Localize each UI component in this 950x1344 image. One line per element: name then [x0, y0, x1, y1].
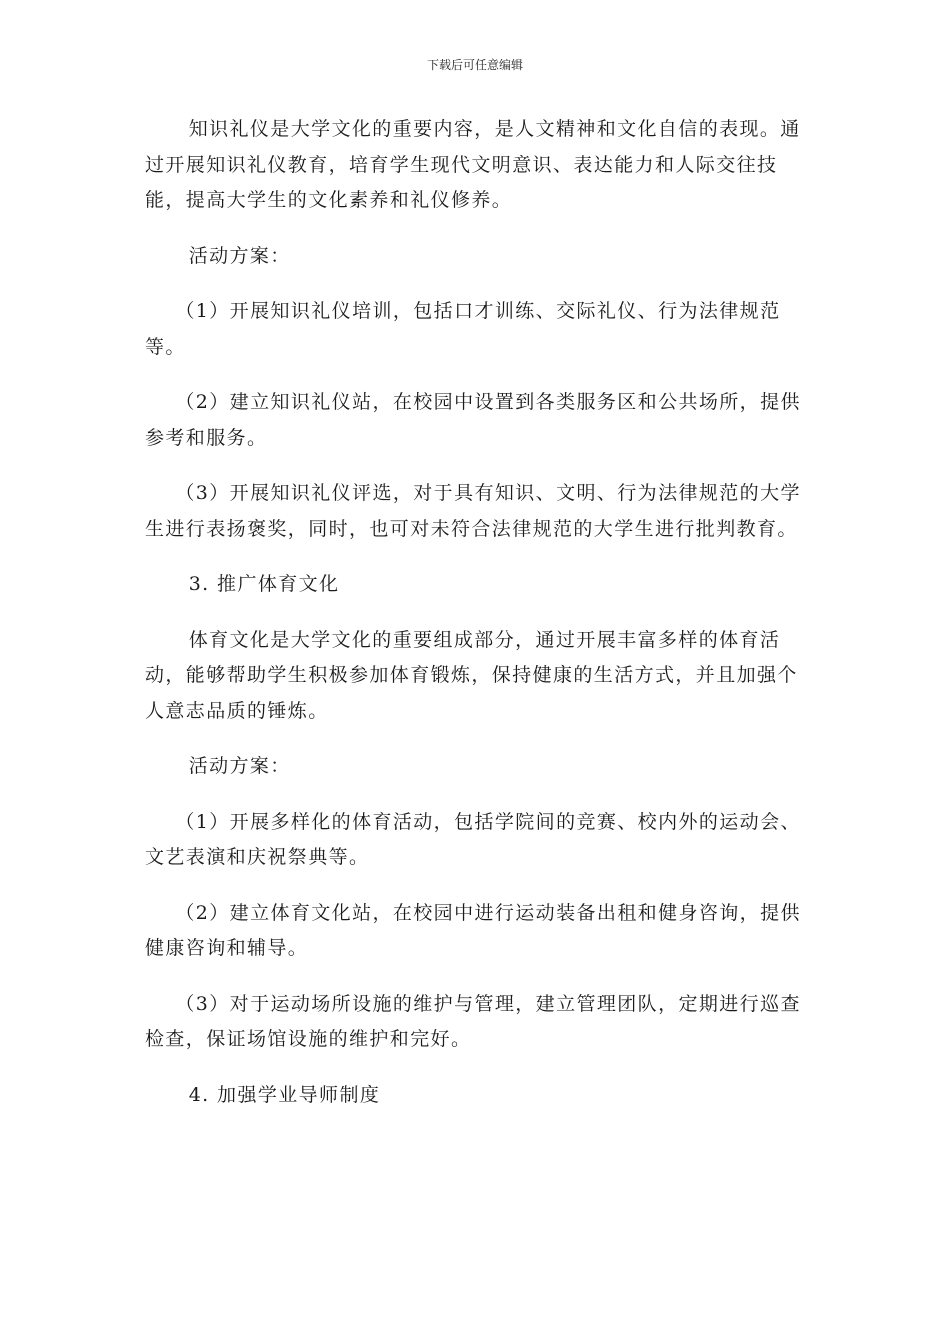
- document-body: [145, 112, 810, 1113]
- paragraph-activity-plan-label: 活动方案：: [188, 755, 291, 777]
- list-item-etiquette-1: （1）开展知识礼仪培训，包括口才训练、交际礼仪、行为法律规范等。: [145, 300, 781, 358]
- list-item-sports-2: （2）建立体育文化站，在校园中进行运动装备出租和健身咨询，提供健康咨询和辅导。: [145, 901, 801, 959]
- section-heading-4: 4. 加强学业导师制度: [188, 1083, 381, 1106]
- list-item-sports-1: （1）开展多样化的体育活动，包括学院间的竞赛、校内外的运动会、文艺表演和庆祝祭典等。: [145, 810, 801, 868]
- paragraph-etiquette-intro: 知识礼仪是大学文化的重要内容，是人文精神和文化自信的表现。通过开展知识礼仪教育，培育学生现代文明意识、表达能力和人际交往技能，提高大学生的文化素养和礼仪修养。: [145, 118, 801, 211]
- list-item-etiquette-2: （2）建立知识礼仪站，在校园中设置到各类服务区和公共场所，提供参考和服务。: [145, 391, 801, 449]
- paragraph-sports-intro: 体育文化是大学文化的重要组成部分，通过开展丰富多样的体育活动，能够帮助学生积极参加体育锻炼，保持健康的生活方式，并且加强个人意志品质的锤炼。: [145, 628, 798, 722]
- section-heading-3: 3. 推广体育文化: [188, 573, 340, 595]
- list-item-sports-3: （3）对于运动场所设施的维护与管理，建立管理团队，定期进行巡查检查，保证场馆设施的维护和完好。: [145, 992, 801, 1050]
- list-item-etiquette-3: （3）开展知识礼仪评选，对于具有知识、文明、行为法律规范的大学生进行表扬褒奖，同时，也可对未符合法律规范的大学生进行批判教育。: [145, 482, 801, 540]
- page-header-watermark: 下载后可任意编辑: [426, 58, 523, 72]
- paragraph-activity-plan-label: 活动方案：: [188, 244, 291, 267]
